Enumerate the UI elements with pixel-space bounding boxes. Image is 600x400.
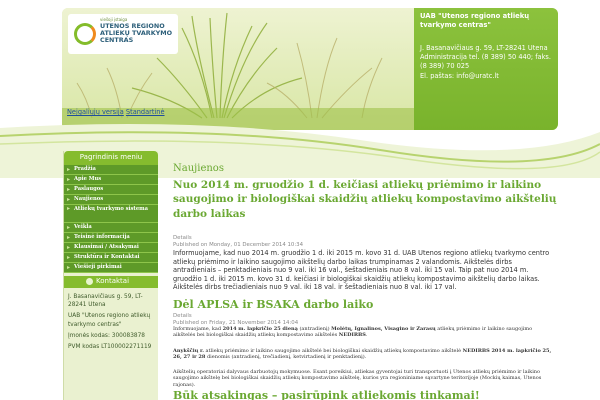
phone-line: Administracija tel. (8 389) 50 440; faks. (8 389) 70 025 [420, 53, 551, 71]
contacts-title: Kontaktai [96, 277, 130, 285]
logo[interactable] [68, 14, 178, 54]
article-paragraph: Anykščių r. atliekų priėmimo ir laikino saugojimo aikštelė bei biologiškai skaidžių atliekų kompostavimo aikštelė NEDIRBS 2014 m. lapkričio 25, 26, 27 ir 28 dienomis (antradienį, trečiadienį, ketvirtadienį ir penktadienį). [173, 348, 552, 361]
sidebar-address: J. Basanavičiaus g. 59, LT-28241 Utena [68, 294, 143, 309]
main-menu-title: Pagrindinis meniu [79, 153, 143, 161]
logo-subtext: viešoji įstaiga [100, 17, 128, 22]
menu-item-klausimai[interactable]: ▸ Klausimai / Atsakymai [64, 243, 158, 253]
standard-version-link[interactable]: Standartinė [125, 108, 165, 116]
menu-item-veikla[interactable]: ▸ Veikla [64, 223, 158, 233]
sidebar [63, 151, 158, 400]
version-links [67, 108, 165, 116]
accessible-version-link[interactable]: Neįgaliųjų versija [67, 108, 124, 116]
sidebar-company: UAB "Utenos regiono atliekų tvarkymo centras" [68, 313, 151, 328]
article-title[interactable]: Būk atsakingas – pasirūpink atliekomis tinkamai! [173, 389, 480, 400]
article-published-date: Published on Friday, 21 November 2014 14:04 [173, 320, 299, 326]
menu-item-naujienos[interactable]: ▸ Naujienos [64, 195, 158, 205]
article-paragraph: Informuojame, kad 2014 m. lapkričio 25 dieną (antradienį) Molėtų, Ignalinos, Visagino ir Zarasų atliekų priėmimo ir laikino saugojimo aikštelės bei biologiškai skaidžių atliekų kompostavimo aikštelės NEDIRBS. [173, 326, 533, 339]
main-menu-header [64, 151, 158, 165]
article-details-label: Details [173, 235, 192, 241]
logo-icon [74, 23, 96, 45]
menu-item-teisine-informacija[interactable]: ▸ Teisinė informacija [64, 233, 158, 243]
company-name: UAB "Utenos regiono atliekų tvarkymo centras" [420, 12, 530, 29]
article-title[interactable]: Nuo 2014 m. gruodžio 1 d. keičiasi atliekų priėmimo ir laikino saugojimo ir biologiškai skaidžių atliekų kompostavimo aikštelių darbo laikas [173, 179, 557, 220]
menu-item-struktura[interactable]: ▸ Struktūra ir Kontaktai [64, 253, 158, 263]
header-contact-panel [414, 8, 558, 130]
menu-item-viesieji-pirkimai[interactable]: ▸ Viešieji pirkimai [64, 263, 158, 273]
logo-text: UTENOS REGIONO ATLIEKŲ TVARKYMO CENTRAS [100, 22, 173, 44]
article-published-date: Published on Monday, 01 December 2014 10:34 [173, 242, 304, 248]
menu-item-apie-mus[interactable]: ▸ Apie Mus [64, 175, 158, 185]
article-body: Informuojame, kad nuo 2014 m. gruodžio 1 d. iki 2015 m. kovo 31 d. UAB Utenos regiono atliekų tvarkymo centro atliekų priėmimo ir laikino saugojimo aikštelių darbo laikas trumpinamas 2 valandomis. Aikštelės dirbs antradieniais – penktadieniais nuo 9 val. iki 16 val., šeštadieniais nuo 8 val. iki 15 val. Taip pat nuo 2014 m. gruodžio 1 d. iki 2015 m. kovo 31 d. keičiasi ir biologiškai skaidžių atliekų kompostavimo aikštelių darbo laikas. Aikštelės dirbs trečiadieniais nuo 9 val. iki 18 val. ir šeštadieniais nuo 8 val. iki 17 val. [173, 249, 550, 292]
email-line: El. paštas: info@uratc.lt [420, 71, 499, 80]
menu-item-atlieku-sistema[interactable]: ▸ Atliekų tvarkymo sistema [64, 205, 158, 223]
contacts-header [64, 276, 158, 288]
sidebar-vat-code: PVM kodas LT100002271119 [68, 344, 152, 351]
address-line: J. Basanavičiaus g. 59, LT-28241 Utena [420, 44, 548, 52]
menu-item-paslaugos[interactable]: ▸ Paslaugos [64, 185, 158, 195]
sidebar-contacts [68, 293, 156, 354]
sidebar-company-code: Įmonės kodas: 300083878 [68, 332, 145, 339]
section-title: Naujienos [173, 163, 224, 174]
article-details-label: Details [173, 313, 192, 319]
header-contact-lines [420, 44, 554, 81]
article-paragraph: Aikštelių operatoriai dalyvaus darbuotojų mokymuose. Esant poreikiui, atliekas gyventojai turi transportuoti į Utenos atliekų priėmimo ir laikino saugojimo aikštelę bei biologiškai skaidžių atliekų kompostavimo aikštelę, kurios yra regioniniame sąvartyne teritorijoje (Mockių kaimas, Utenos rajonas). [173, 369, 542, 388]
menu-item-pradzia[interactable]: ▸ Pradžia [64, 165, 158, 175]
contact-icon [86, 278, 93, 285]
main-content [169, 151, 559, 400]
article-title[interactable]: Dėl APLSA ir BSAKA darbo laiko [173, 298, 374, 311]
